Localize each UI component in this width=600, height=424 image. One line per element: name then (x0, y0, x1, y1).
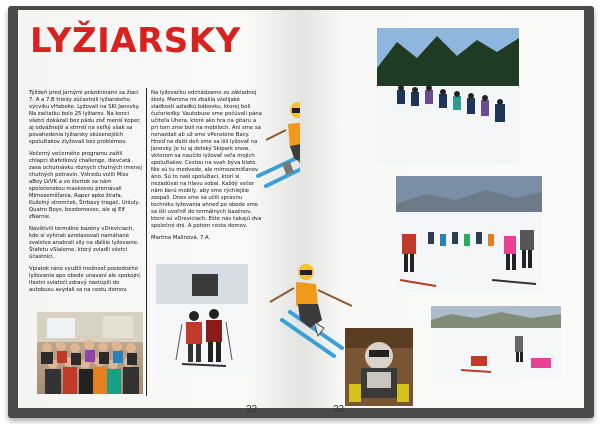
page-number-right: 23 (333, 404, 345, 415)
right-page (300, 10, 584, 415)
right-text-column (151, 90, 263, 247)
page-number-left: 22 (246, 404, 258, 415)
group-photo (37, 312, 143, 394)
paragraph: Vpiatok ráno využili možnosť posledného lyžovania apo obede unavaní ale spokojní, ifastní sviatočí zdravý nastúpili do autobusu avydali sa na cestu domov. (29, 266, 142, 293)
costume-photo (345, 328, 413, 406)
paragraph: Večerný večerného programu zažili chlapci štafetkový challenge, dievčatá zasa ochutnávku rôznych chutných imenej chutných potravín. Vstredu volili Miss aBoy LVVK a vo štvrtok sa nám spoločenskou maskovou premávali Mimozemšťania, Raper apko žirafa, Kuželný stromček, Štrbavý tragač, Uršuly, Quatro Boys, bezdomovec, ale aj Elf zNarnie. (29, 151, 142, 220)
column-divider (146, 88, 147, 396)
paragraph: Týždeň pred jarnými prázdninami sa žiaci 7. A a 7.B triedy zúčastnili lyžiarskeho výcviku vHaboke. Lyžovali na SKI Janovky. Na začiatku bolo 25 lyžiarov. Na konci všetci dokázali bez pádu zísť menší kopec aj odvážnejší a strmší na veľký však sa povahodenia lyžiarsky skúsenejších spolužiakov zlyžovali bez problémov. (29, 90, 140, 145)
left-text-column (29, 90, 142, 299)
slope-group-photo (377, 28, 519, 164)
page-title: LYŽIARSKY (30, 21, 241, 61)
mountain-skiers-photo (396, 176, 542, 292)
author-signature: Martina Malinová, 7.A. (151, 235, 211, 241)
kids-in-snow-photo (431, 306, 561, 378)
paragraph: Na lyžovačku odchádzame zo základnej školy. Mamina mi zbalila všelijaké sladkosti azladkú bábovku, ktorej boli čučoriedky. Vautobuse sme počúvali pána učiteľa Uhera, ktoré ako hra na gitaru a pri tom zme boli na mobiloch. Ani sme sa nenazdali ab už sme vPenzióne Bacy. Hneď na ďalší deň sme sa išli lyžovať na Janovky. Je tu aj detský Skipark snow, vktorom sa naučilo lyžovať veľa mojich spolužiakov. Cestou na svah býva blato. Nie sú tu medvede, ale mimozemšťanov áno. Sú to naši spolužiaci, ktorí si nezadúval na hlavu sobal. Každý večer nám berú mobily, aby sme rýchlejšie zaspali. Dnes sme sa učili správnu techniku lyžovania ahneď po obede sme sa išli uvoľniť do termálnych bazénov, ktoré sú vDreviciach. Ešte nás čakajú dva spoločné dni. A potom cesta domov. (151, 90, 262, 229)
left-page (18, 10, 300, 415)
paragraph: Navštívili termálne bazény vDreviciach, kde si vyhriali azrelaxovali namáhané zvalstvo anabrali sily na ďalšie lyžovanie. Štafetu vSlalome, ktorý zviadli všetci účastníci. (29, 226, 139, 260)
two-skiers-photo (156, 264, 248, 376)
